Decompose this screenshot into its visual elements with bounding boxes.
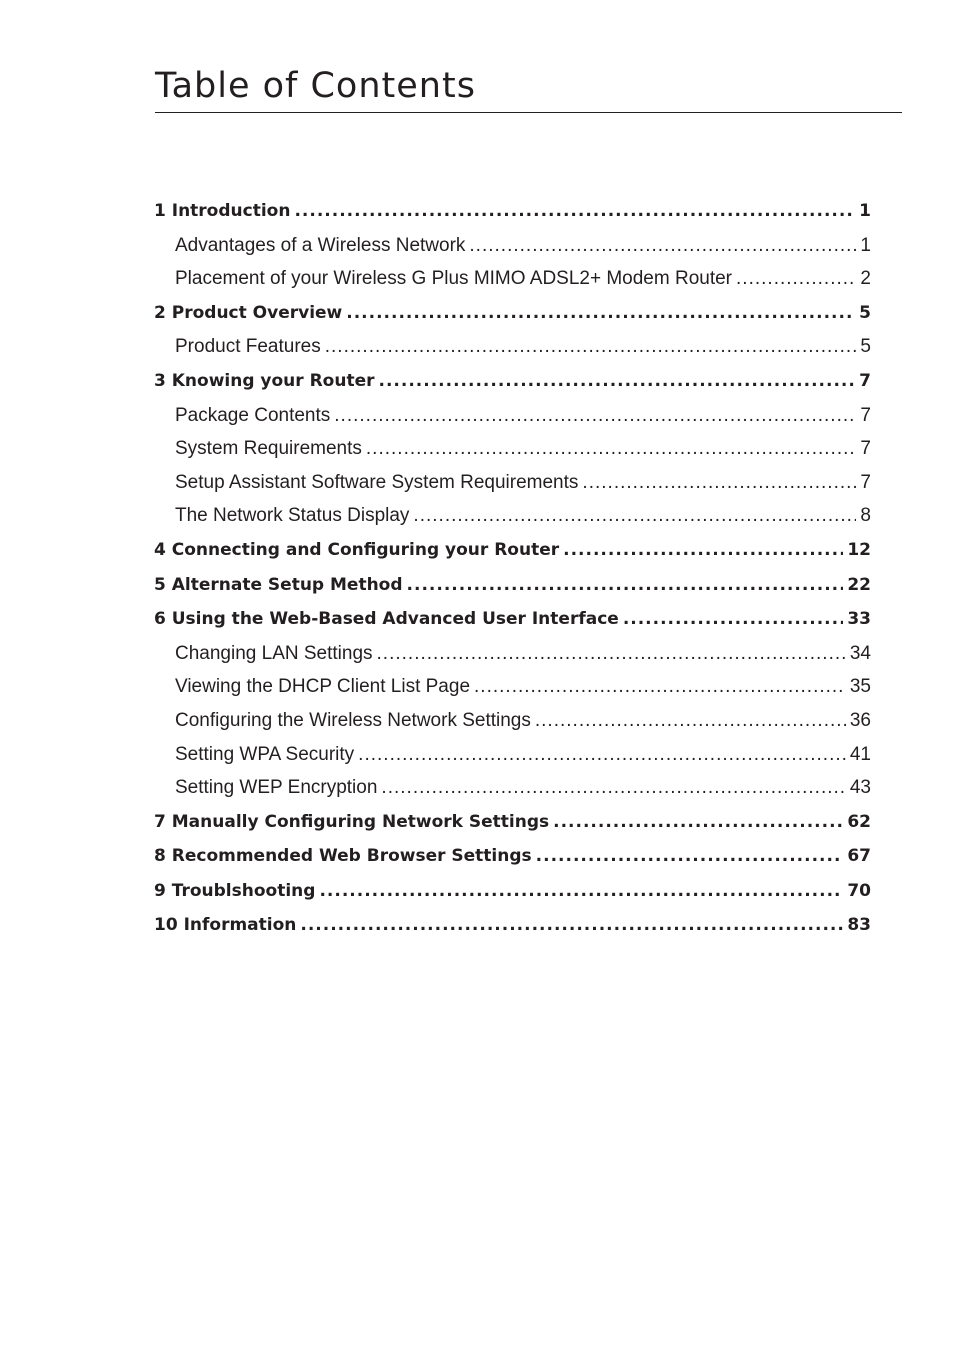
toc-entry-label: Placement of your Wireless G Plus MIMO ADSL2+ Modem Router [175,268,733,290]
dot-leader [469,229,856,263]
dot-leader [294,194,855,229]
toc-entry-section[interactable] [154,670,871,704]
toc-entry-page: 43 [849,777,871,799]
toc-entry-label: Setting WPA Security [175,743,355,765]
toc-entry-section[interactable] [154,771,871,805]
toc-entry-section[interactable] [154,262,871,296]
toc-entry-label: 1 Introduction [154,201,291,221]
dot-leader [553,805,843,840]
toc-entry-section[interactable] [154,399,871,433]
toc-entry-page: 83 [847,915,871,936]
dot-leader [319,874,843,909]
toc-entry-label: 5 Alternate Setup Method [154,574,403,595]
toc-entry-page: 34 [849,642,871,664]
toc-entry-page: 7 [860,471,871,493]
toc-entry-section[interactable] [154,637,871,671]
dot-leader [407,568,844,603]
dot-leader [377,637,846,671]
toc-entry-label: Changing LAN Settings [175,642,373,664]
dot-leader [623,602,844,637]
dot-leader [346,296,855,331]
toc-entry-page: 7 [860,404,871,426]
toc-entry-chapter[interactable] [154,874,871,909]
toc-entry-chapter[interactable] [154,805,871,840]
toc-entry-label: Setup Assistant Software System Requirements [175,471,579,493]
toc-entry-page: 35 [849,676,871,698]
toc-entry-section[interactable] [154,432,871,466]
toc-entry-label: 10 Information [154,915,297,936]
toc-entry-page: 33 [847,609,871,630]
dot-leader [358,738,846,772]
toc-entry-page: 70 [847,880,871,901]
dot-leader [325,330,857,364]
toc-entry-page: 7 [860,438,871,460]
toc-entry-page: 22 [847,574,871,595]
dot-leader [582,466,856,500]
toc-entry-label: Setting WEP Encryption [175,777,378,799]
toc-entry-label: 7 Manually Configuring Network Settings [154,811,550,832]
dot-leader [379,364,856,399]
toc-entry-page: 67 [847,846,871,867]
toc-entry-page: 62 [847,811,871,832]
toc-entry-chapter[interactable] [154,602,871,637]
toc-entry-label: The Network Status Display [175,505,410,527]
toc-entry-page: 8 [860,505,871,527]
toc-entry-page: 36 [849,709,871,731]
toc-entry-page: 2 [860,268,871,290]
toc-entry-label: Package Contents [175,404,331,426]
toc-entry-page: 41 [849,743,871,765]
toc-entry-chapter[interactable] [154,296,871,331]
toc-entry-section[interactable] [154,466,871,500]
toc-entry-label: 2 Product Overview [154,302,343,323]
toc-entry-section[interactable] [154,499,871,533]
dot-leader [736,262,856,296]
toc-entry-label: 3 Knowing your Router [154,370,375,391]
toc-entry-chapter[interactable] [154,908,871,943]
toc-entry-label: System Requirements [175,438,362,460]
toc-entry-page: 5 [860,336,871,358]
dot-leader [535,704,846,738]
toc-entry-chapter[interactable] [154,568,871,603]
toc-entry-page: 1 [859,201,871,221]
toc-entry-chapter[interactable] [154,839,871,874]
toc-entry-page: 12 [847,539,871,560]
toc-entry-label: Viewing the DHCP Client List Page [175,676,471,698]
toc-entry-page: 1 [860,234,871,256]
dot-leader [413,499,856,533]
toc-entry-section[interactable] [154,330,871,364]
toc-entry-label: 9 Troublshooting [154,880,316,901]
dot-leader [474,670,846,704]
toc-entry-label: 4 Connecting and Configuring your Router [154,539,560,560]
toc-entry-label: Advantages of a Wireless Network [175,234,466,256]
dot-leader [563,533,843,568]
toc-entry-section[interactable] [154,738,871,772]
toc-entry-chapter[interactable] [154,364,871,399]
toc-entry-label: Configuring the Wireless Network Settings [175,709,531,731]
toc-entry-label: 6 Using the Web-Based Advanced User Interface [154,609,619,630]
dot-leader [381,771,845,805]
toc-entry-page: 5 [859,302,871,323]
dot-leader [366,432,857,466]
toc-entry-label: 8 Recommended Web Browser Settings [154,846,532,867]
page-title: Table of Contents [155,66,476,106]
title-divider [155,112,902,113]
dot-leader [300,908,843,943]
toc-entry-page: 7 [859,370,871,391]
dot-leader [334,399,856,433]
toc-entry-section[interactable] [154,704,871,738]
toc-entry-label: Product Features [175,336,321,358]
toc-entry-section[interactable] [154,229,871,263]
table-of-contents [154,194,871,943]
toc-entry-chapter[interactable] [154,533,871,568]
dot-leader [536,839,844,874]
toc-entry-chapter[interactable] [154,194,871,229]
